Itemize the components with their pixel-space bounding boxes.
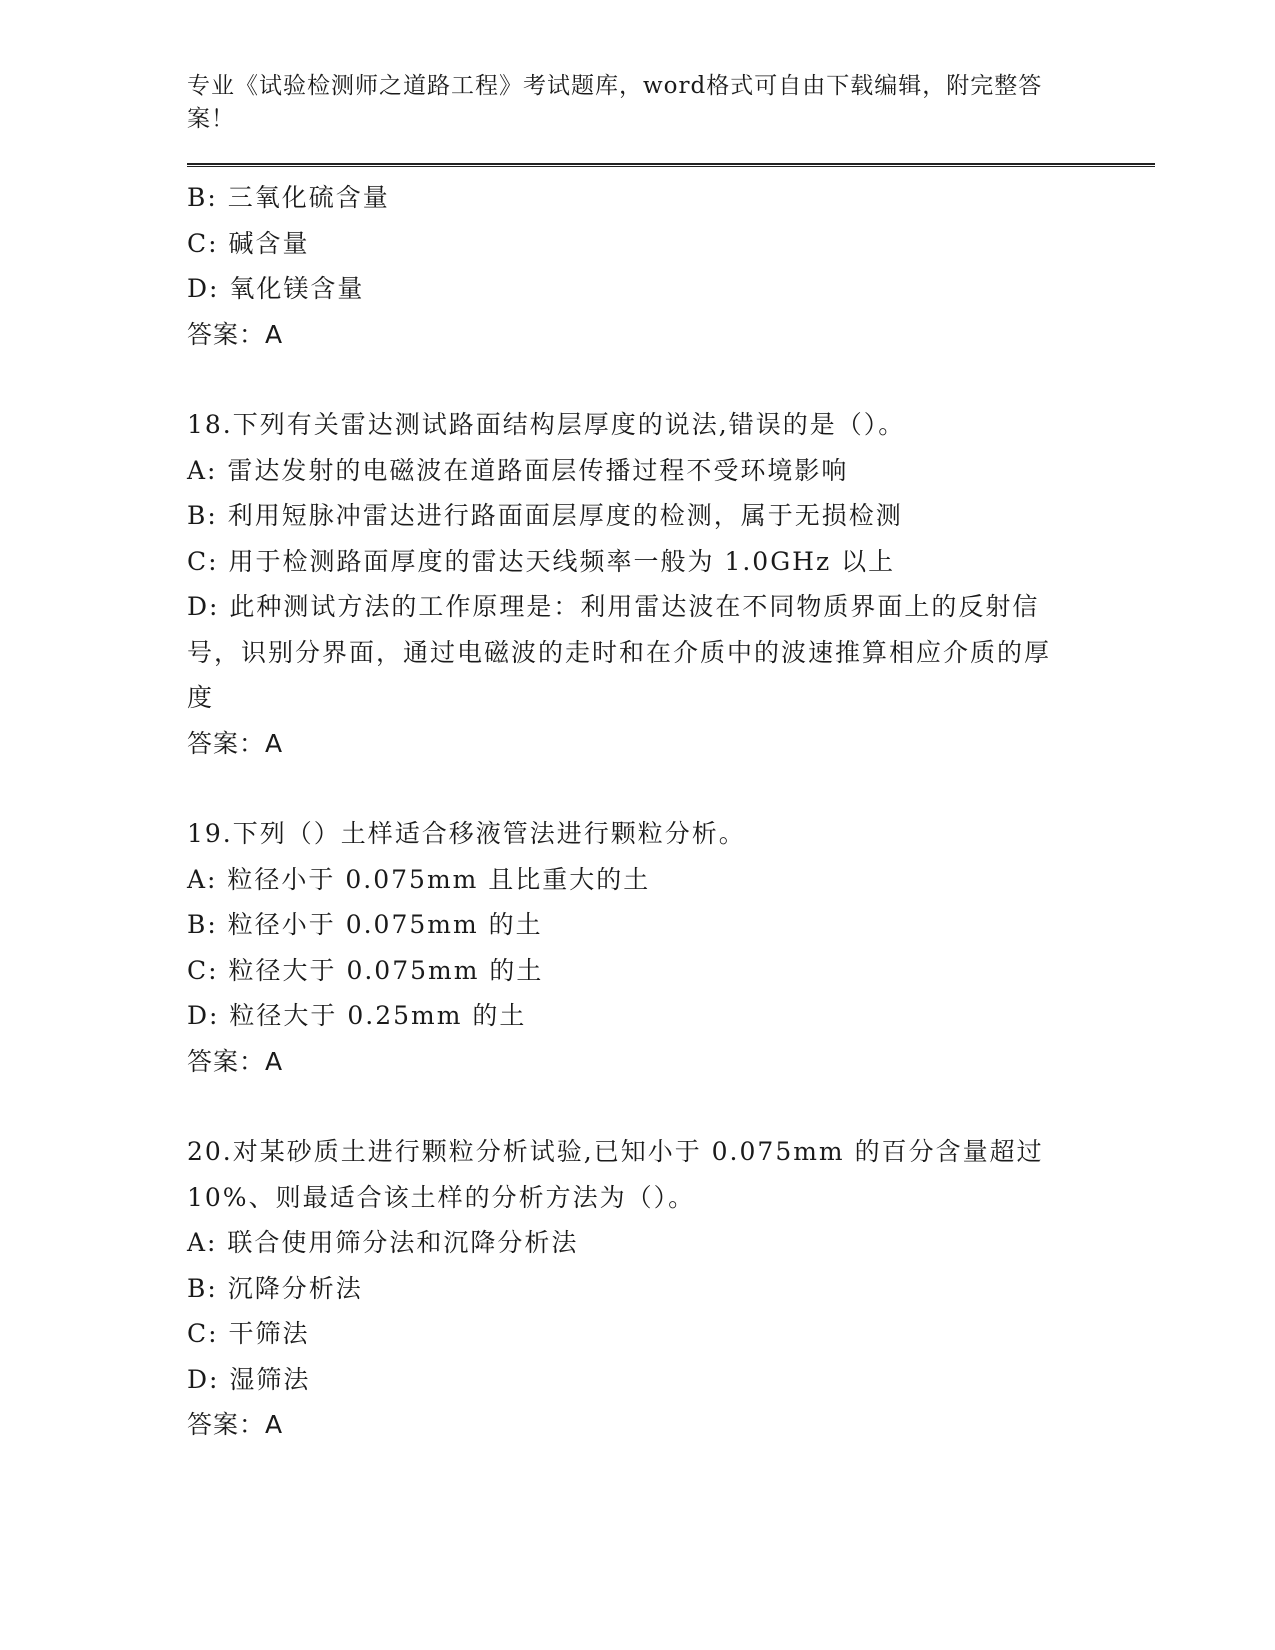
question-18 bbox=[187, 402, 1147, 766]
answer-line: 答案：A bbox=[187, 728, 284, 758]
option-b: B: 三氧化硫含量 bbox=[187, 183, 390, 212]
option-a: A: 联合使用筛分法和沉降分析法 bbox=[187, 1228, 579, 1257]
header-rule bbox=[187, 163, 1155, 167]
option-d: D: 湿筛法 bbox=[187, 1364, 311, 1394]
option-b: B: 沉降分析法 bbox=[187, 1273, 363, 1303]
question-stem: 18.下列有关雷达测试路面结构层厚度的说法,错误的是（）。 bbox=[187, 410, 906, 439]
document-page bbox=[187, 70, 1147, 1448]
document-header: 专业《试验检测师之道路工程》考试题库，word格式可自由下载编辑，附完整答案！ bbox=[187, 73, 1043, 132]
option-c: C: 粒径大于 0.075mm 的土 bbox=[187, 955, 544, 985]
option-c: C: 干筛法 bbox=[187, 1319, 310, 1348]
option-c: C: 用于检测路面厚度的雷达天线频率一般为 1.0GHz 以上 bbox=[187, 546, 896, 576]
prev-question-block bbox=[187, 175, 1147, 357]
question-19 bbox=[187, 811, 1147, 1084]
question-stem: 20.对某砂质土进行颗粒分析试验,已知小于 0.075mm 的百分含量超过 10%、则最适合该土样的分析方法为（）。 bbox=[187, 1137, 1044, 1212]
option-a: A: 雷达发射的电磁波在道路面层传播过程不受环境影响 bbox=[187, 455, 849, 485]
option-d: D: 此种测试方法的工作原理是：利用雷达波在不同物质界面上的反射信号，识别分界面，通过电磁波的走时和在介质中的波速推算相应介质的厚度 bbox=[187, 592, 1052, 712]
answer-line: 答案：A bbox=[187, 1410, 284, 1439]
question-20 bbox=[187, 1129, 1147, 1448]
option-b: B: 利用短脉冲雷达进行路面面层厚度的检测，属于无损检测 bbox=[187, 501, 903, 530]
document-content bbox=[187, 175, 1147, 1448]
answer-line: 答案：A bbox=[187, 1046, 284, 1076]
option-a: A: 粒径小于 0.075mm 且比重大的土 bbox=[187, 864, 651, 894]
option-b: B: 粒径小于 0.075mm 的土 bbox=[187, 910, 543, 939]
question-stem: 19.下列（）土样适合移液管法进行颗粒分析。 bbox=[187, 819, 746, 848]
option-d: D: 粒径大于 0.25mm 的土 bbox=[187, 1001, 527, 1030]
option-d: D: 氧化镁含量 bbox=[187, 274, 365, 303]
answer-line: 答案：A bbox=[187, 319, 284, 349]
option-c: C: 碱含量 bbox=[187, 228, 310, 258]
